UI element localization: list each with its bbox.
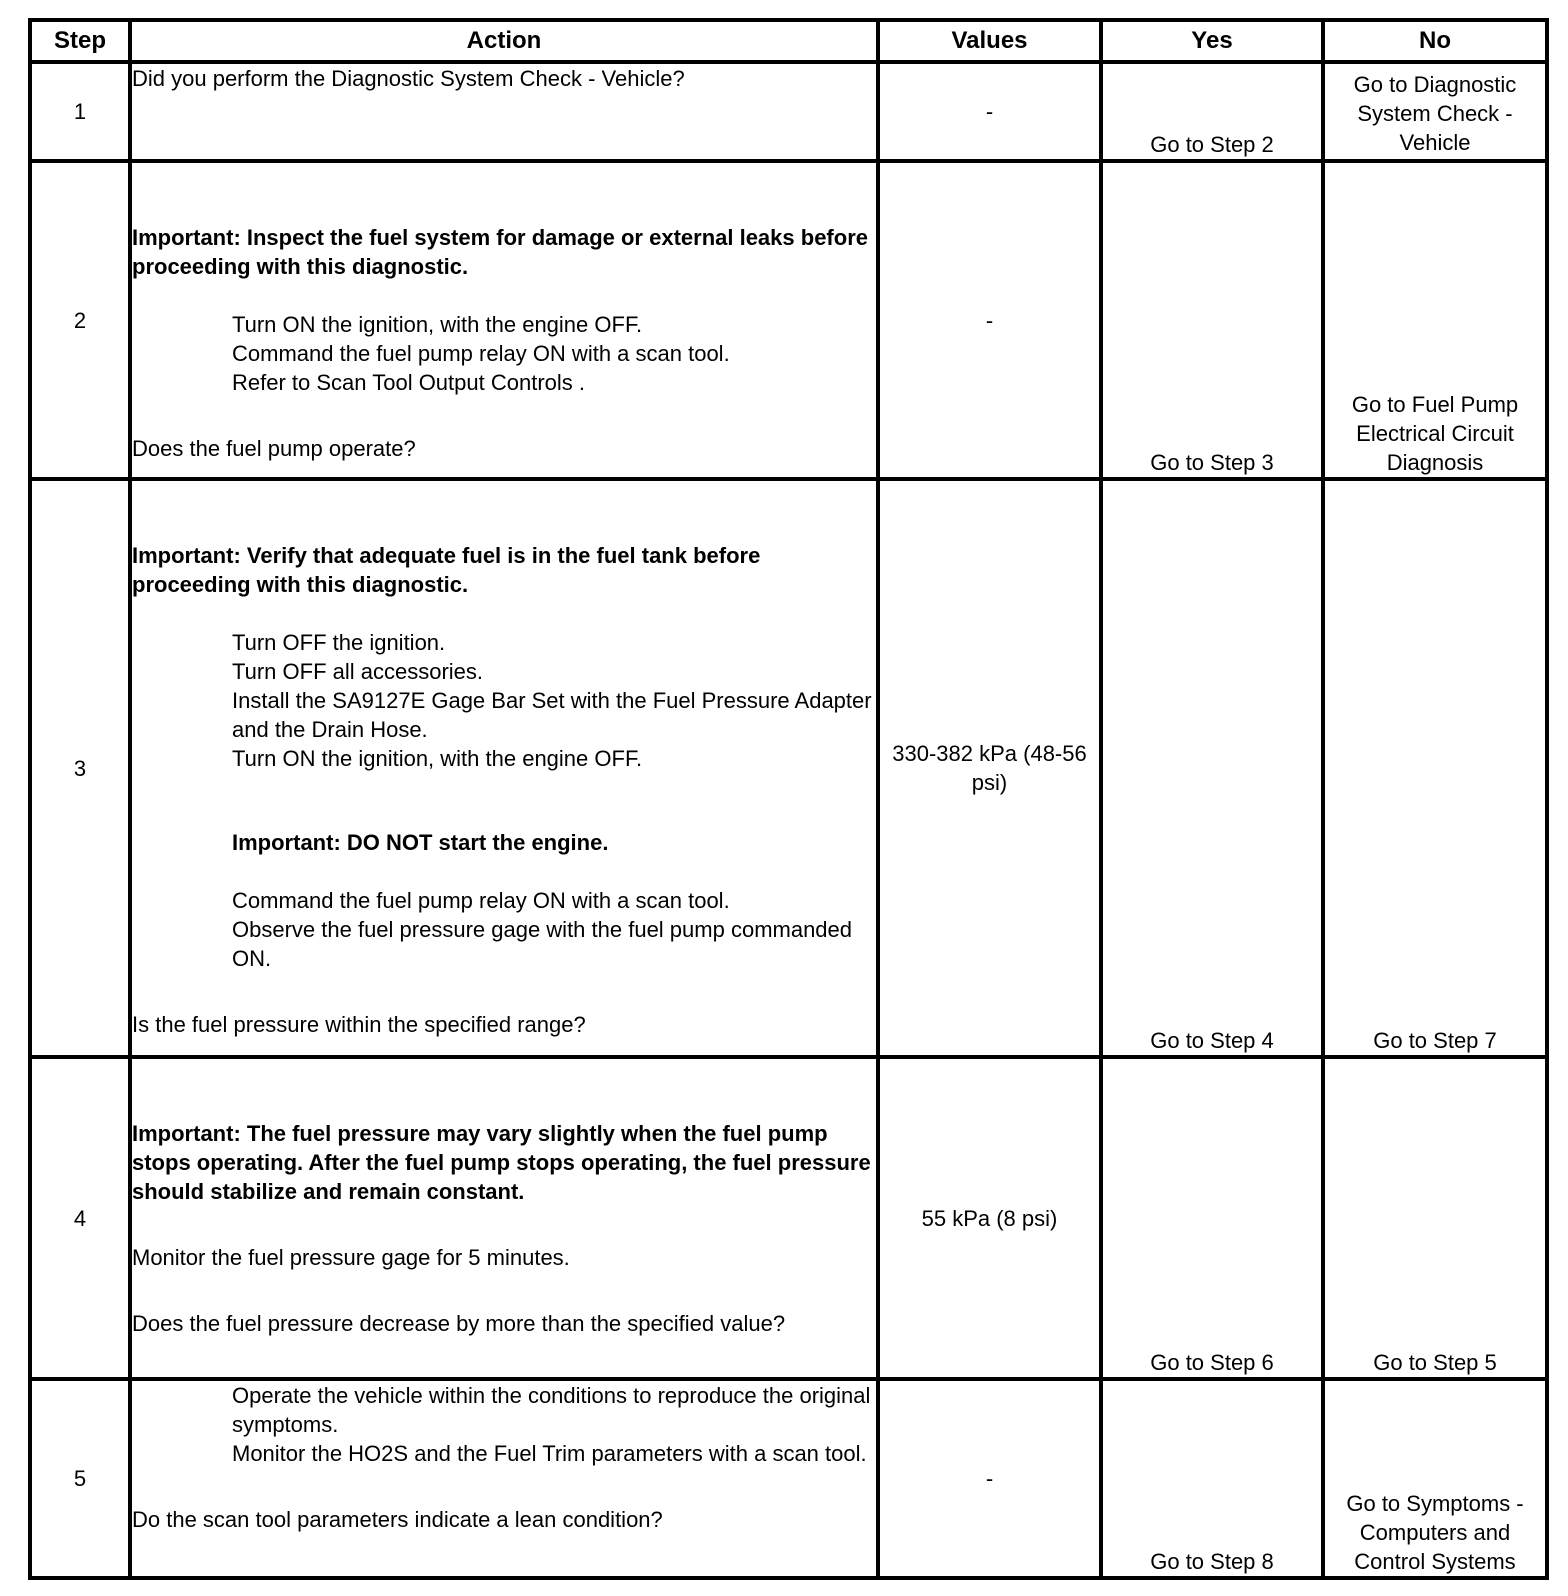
action-cell: [130, 479, 878, 1057]
action-question: Did you perform the Diagnostic System Check - Vehicle?: [132, 66, 685, 91]
table-row: [30, 1379, 1547, 1578]
values-cell: -: [878, 161, 1101, 479]
yes-cell: Go to Step 3: [1101, 161, 1323, 479]
table-row: [30, 62, 1547, 161]
no-cell: Go to Step 7: [1323, 479, 1547, 1057]
action-question: Does the fuel pressure decrease by more than the specified value?: [132, 1311, 786, 1337]
action-cell: [130, 62, 878, 161]
action-cell: [130, 1379, 878, 1578]
header-yes: Yes: [1101, 20, 1323, 62]
table-row: [30, 161, 1547, 479]
header-action: Action: [130, 20, 878, 62]
action-step: Install the SA9127E Gage Bar Set with the Fuel Pressure Adapter and the Drain Hose.: [232, 688, 872, 743]
values-cell: -: [878, 62, 1101, 161]
action-question: Do the scan tool parameters indicate a lean condition?: [132, 1507, 663, 1533]
action-step: Command the fuel pump relay ON with a scan tool.: [232, 888, 730, 914]
header-no: No: [1323, 20, 1547, 62]
action-step: Refer to Scan Tool Output Controls .: [232, 370, 585, 396]
values-cell: 55 kPa (8 psi): [878, 1057, 1101, 1379]
important-note: Important: Inspect the fuel system for damage or external leaks before proceeding with this diagnostic.: [132, 225, 868, 280]
step-number: 3: [30, 479, 130, 1057]
action-step: Turn OFF all accessories.: [232, 659, 484, 685]
header-values: Values: [878, 20, 1101, 62]
yes-cell: Go to Step 2: [1101, 62, 1323, 161]
step-number: 4: [30, 1057, 130, 1379]
step-number: 5: [30, 1379, 130, 1578]
action-instruction: Monitor the fuel pressure gage for 5 minutes.: [132, 1245, 570, 1271]
no-cell: Go to Fuel Pump Electrical Circuit Diagnosis: [1323, 161, 1547, 479]
action-step: Turn OFF the ignition.: [232, 630, 446, 656]
step-number: 2: [30, 161, 130, 479]
important-note: Important: The fuel pressure may vary slightly when the fuel pump stops operating. After the fuel pump stops operating, the fuel pressure should stabilize and remain constant.: [132, 1121, 871, 1205]
yes-cell: Go to Step 4: [1101, 479, 1323, 1057]
step-number: 1: [30, 62, 130, 161]
yes-cell: Go to Step 6: [1101, 1057, 1323, 1379]
values-cell: -: [878, 1379, 1101, 1578]
action-question: Does the fuel pump operate?: [132, 436, 416, 462]
action-step: Monitor the HO2S and the Fuel Trim parameters with a scan tool.: [232, 1441, 867, 1467]
no-cell: Go to Symptoms - Computers and Control Systems: [1323, 1379, 1547, 1578]
important-note: Important: Verify that adequate fuel is in the fuel tank before proceeding with this diagnostic.: [132, 543, 761, 598]
yes-cell: Go to Step 8: [1101, 1379, 1323, 1578]
action-step: Turn ON the ignition, with the engine OFF.: [232, 746, 643, 772]
action-step: Command the fuel pump relay ON with a scan tool.: [232, 341, 730, 367]
table-row: [30, 479, 1547, 1057]
action-cell: [130, 161, 878, 479]
important-note: Important: DO NOT start the engine.: [232, 830, 609, 856]
action-step: Observe the fuel pressure gage with the fuel pump commanded ON.: [232, 917, 853, 972]
diagnostic-table: [28, 18, 1549, 1580]
action-step: Turn ON the ignition, with the engine OFF.: [232, 312, 643, 338]
values-cell: 330-382 kPa (48-56 psi): [878, 479, 1101, 1057]
action-question: Is the fuel pressure within the specified range?: [132, 1012, 586, 1038]
action-step: Operate the vehicle within the conditions to reproduce the original symptoms.: [232, 1383, 871, 1438]
no-cell: Go to Diagnostic System Check - Vehicle: [1323, 62, 1547, 161]
header-row: [30, 20, 1547, 62]
no-cell: Go to Step 5: [1323, 1057, 1547, 1379]
header-step: Step: [30, 20, 130, 62]
table-row: [30, 1057, 1547, 1379]
action-cell: [130, 1057, 878, 1379]
